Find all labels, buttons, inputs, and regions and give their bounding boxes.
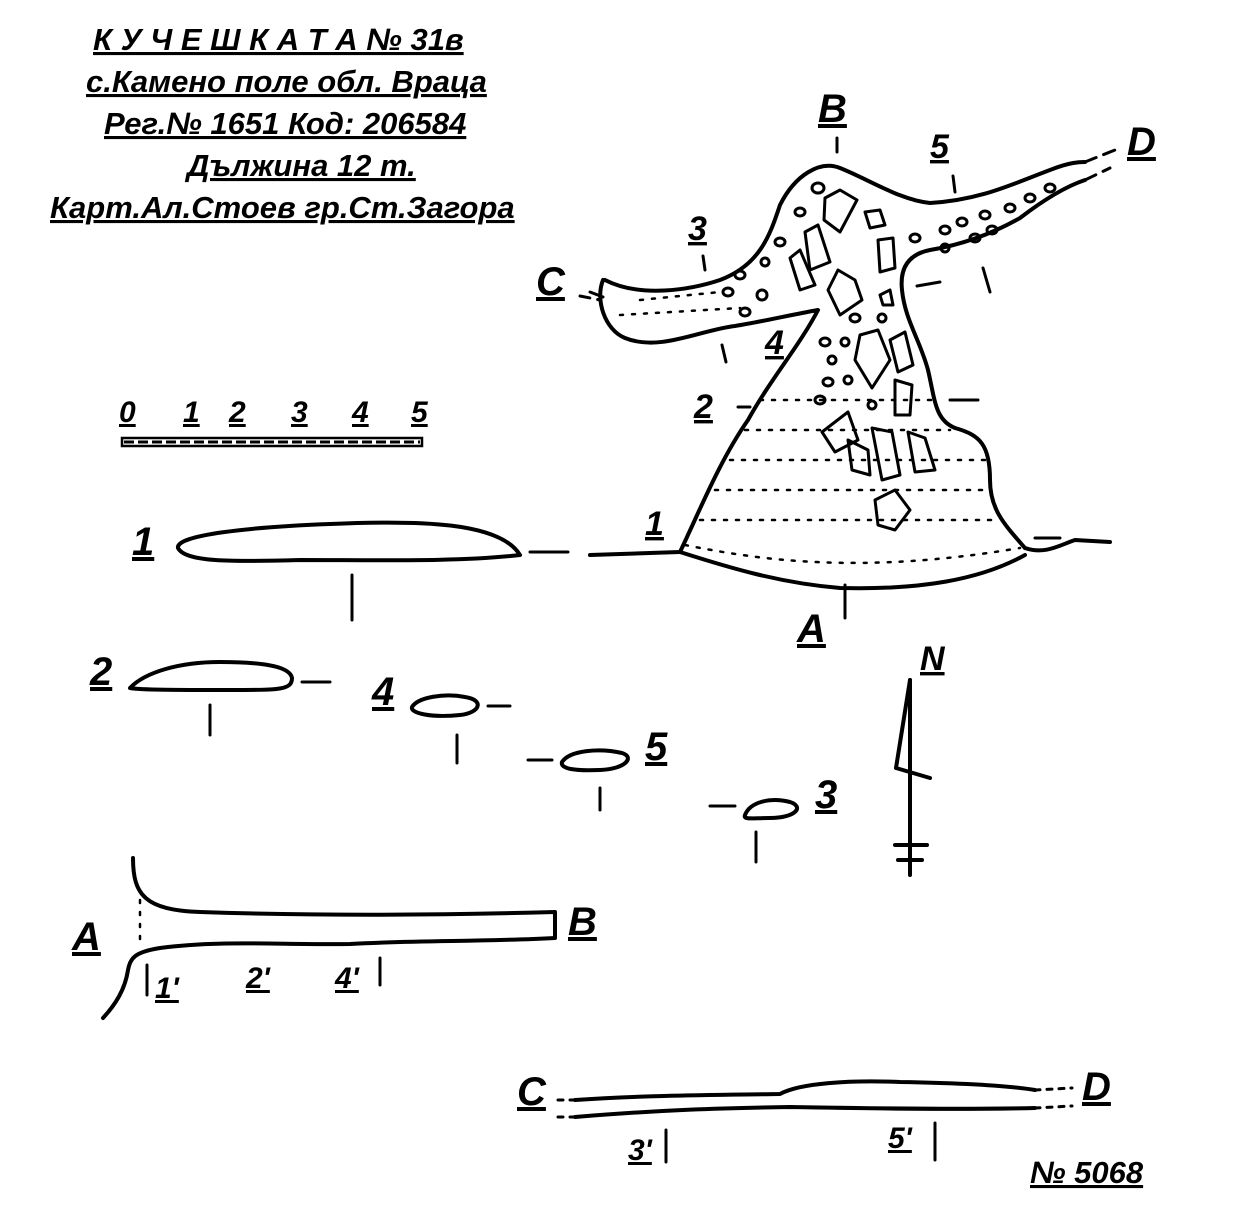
cross-section-1 [132,520,568,620]
profile-c-d [517,1065,1111,1167]
cave-plan [536,87,1156,651]
scale-bar [119,396,429,446]
plan-label-3: 3 [688,210,707,248]
profile-cd-mark-5: 5' [888,1122,912,1155]
length-line: Дължина 12 т. [187,148,416,183]
north-arrow [895,640,946,875]
scale-tick-2: 2 [229,396,246,429]
plan-c-dash-2 [580,296,600,300]
scale-tick-1: 1 [183,396,200,429]
plan-label-4: 4 [765,324,784,362]
cave-name-line: К У Ч Е Ш К А Т А № 31в [93,22,464,57]
plan-label-1: 1 [645,505,664,543]
plan-label-2: 2 [694,388,713,426]
scale-tick-5: 5 [411,396,428,429]
cartographer-line: Карт.Ал.Стоев гр.Ст.Загора [50,190,515,225]
profile-cd-start-label: C [517,1070,546,1114]
cross-section-2-label: 2 [90,650,113,694]
profile-ab-mark-1: 1' [155,972,179,1005]
profile-ab-mark-4: 4' [335,962,359,995]
profile-ab-start-label: A [72,915,101,959]
header-block [50,22,515,225]
plan-d-dash-top [1085,150,1115,162]
pebbles [723,183,1055,409]
cross-section-3-label: 3 [815,773,838,817]
plan-label-5: 5 [930,128,949,166]
plan-label-d: D [1127,120,1156,164]
profile-a-b [71,858,597,1018]
plan-entrance-floor [680,552,1025,588]
north-label: N [920,640,945,678]
surface-right [1025,540,1110,550]
plan-label-c: C [536,260,565,304]
entrance-threshold [685,545,1020,563]
profile-cd-mark-3: 3' [628,1134,652,1167]
cross-section-4 [371,670,510,763]
location-line: с.Камено поле обл. Враца [86,64,487,99]
scale-tick-4: 4 [352,396,369,429]
scale-tick-0: 0 [119,396,136,429]
profile-ab-end-label: B [568,900,597,944]
cross-section-3 [710,773,837,862]
cross-sections [89,520,837,862]
profile-ab-mark-2: 2' [246,962,270,995]
catalog-number: № 5068 [1030,1155,1144,1190]
surface-left [590,552,680,555]
plan-label-a: A [797,607,826,651]
cross-section-1-label: 1 [132,520,155,564]
cross-section-4-label: 4 [372,670,395,714]
profile-cd-end-label: D [1082,1065,1111,1109]
registration-line: Рег.№ 1651 Код: 206584 [104,106,467,141]
cross-section-5 [528,725,668,810]
scale-tick-3: 3 [291,396,308,429]
plan-outline [600,162,1085,552]
plan-label-b: B [818,87,847,131]
plan-d-dash-bottom [1085,168,1110,180]
cross-section-2 [89,650,330,735]
cross-section-5-label: 5 [645,725,668,769]
